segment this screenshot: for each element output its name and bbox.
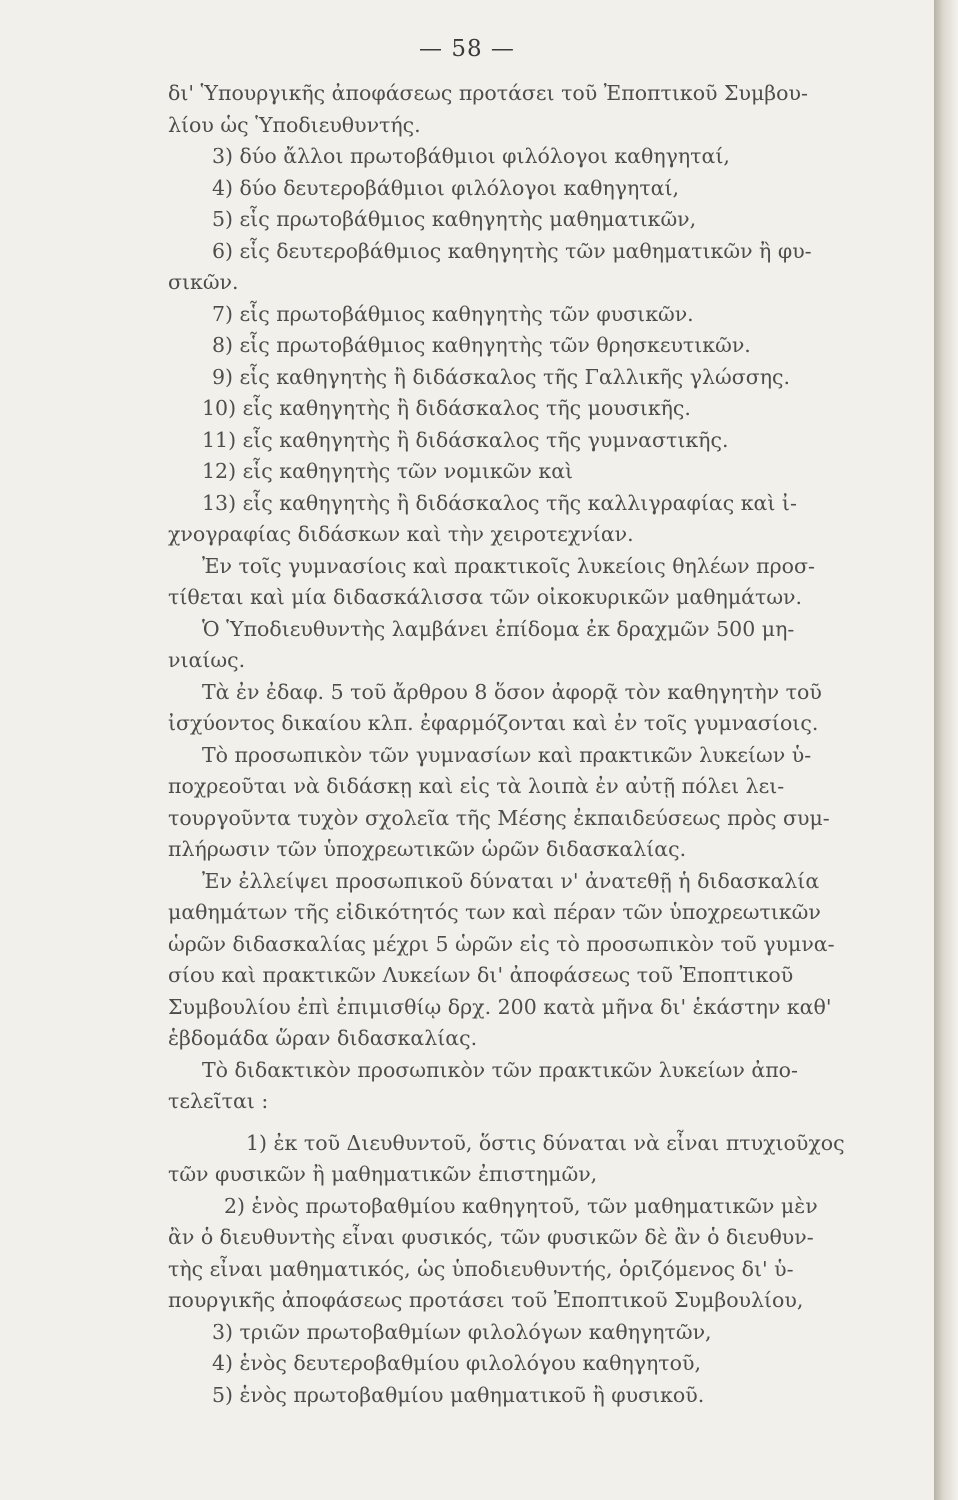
list-item: 5) εἷς πρωτοβάθμιος καθηγητὴς μαθηματικῶν, xyxy=(212,207,697,231)
text-line: μαθημάτων τῆς εἰδικότητός των καὶ πέραν τῶν ὑποχρεωτικῶν xyxy=(168,900,821,924)
list-item: 3) τριῶν πρωτοβαθμίων φιλολόγων καθηγητῶν, xyxy=(212,1319,712,1344)
page-number: — 58 — xyxy=(419,36,515,62)
text-line: τουργοῦντα τυχὸν σχολεῖα τῆς Μέσης ἐκπαιδεύσεως πρὸς συμ- xyxy=(168,805,830,830)
list-item: 1) ἐκ τοῦ Διευθυντοῦ, ὅστις δύναται νὰ εἶναι πτυχιοῦχος xyxy=(246,1130,845,1155)
text-line: τὴς εἶναι μαθηματικός, ὡς ὑποδιευθυντής, ὁριζόμενος δι' ὑ- xyxy=(168,1256,794,1281)
list-item: 11) εἷς καθηγητὴς ἢ διδάσκαλος τῆς γυμναστικῆς. xyxy=(202,427,729,452)
text-line: ὡρῶν διδασκαλίας μέχρι 5 ὡρῶν εἰς τὸ προσωπικὸν τοῦ γυμνα- xyxy=(168,931,835,956)
text-line: τελεῖται : xyxy=(168,1089,269,1113)
text-line: πλήρωσιν τῶν ὑποχρεωτικῶν ὡρῶν διδασκαλίας. xyxy=(168,837,687,861)
text-line: δι' Ὑπουργικῆς ἀποφάσεως προτάσει τοῦ Ἐποπτικοῦ Συμβου- xyxy=(168,81,808,105)
list-item: 2) ἑνὸς πρωτοβαθμίου καθηγητοῦ, τῶν μαθηματικῶν μὲν xyxy=(224,1193,818,1218)
text-line: πουργικῆς ἀποφάσεως προτάσει τοῦ Ἐποπτικοῦ Συμβουλίου, xyxy=(168,1288,804,1312)
text-line: σικῶν. xyxy=(168,270,239,294)
text-line: ἰσχύοντος δικαίου κλπ. ἐφαρμόζονται καὶ ἐν τοῖς γυμνασίοις. xyxy=(168,711,819,735)
list-item: 9) εἷς καθηγητὴς ἢ διδάσκαλος τῆς Γαλλικῆς γλώσσης. xyxy=(212,364,791,389)
text-line: λίου ὡς Ὑποδιευθυντής. xyxy=(168,112,421,137)
paragraph-start: Ὁ Ὑποδιευθυντὴς λαμβάνει ἐπίδομα ἐκ δραχμῶν 500 μη- xyxy=(202,616,795,641)
list-item: 8) εἷς πρωτοβάθμιος καθηγητὴς τῶν θρησκευτικῶν. xyxy=(212,333,751,357)
list-item: 12) εἷς καθηγητὴς τῶν νομικῶν καὶ xyxy=(202,459,574,483)
paragraph-start: Τὸ προσωπικὸν τῶν γυμνασίων καὶ πρακτικῶν λυκείων ὑ- xyxy=(202,742,812,767)
binding-shadow xyxy=(934,0,958,1500)
list-item: 4) δύο δευτεροβάθμιοι φιλόλογοι καθηγηταί, xyxy=(212,175,680,200)
list-item: 4) ἑνὸς δευτεροβαθμίου φιλολόγου καθηγητοῦ, xyxy=(212,1351,701,1375)
text-line: χνογραφίας διδάσκων καὶ τὴν χειροτεχνίαν. xyxy=(168,522,634,546)
list-item: 13) εἷς καθηγητὴς ἢ διδάσκαλος τῆς καλλιγραφίας καὶ ἰ- xyxy=(202,490,797,515)
text-line: σίου καὶ πρακτικῶν Λυκείων δι' ἀποφάσεως τοῦ Ἐποπτικοῦ xyxy=(168,963,794,987)
paragraph-start: Ἐν τοῖς γυμνασίοις καὶ πρακτικοῖς λυκείοις θηλέων προσ- xyxy=(202,553,815,578)
text-line: τῶν φυσικῶν ἢ μαθηματικῶν ἐπιστημῶν, xyxy=(168,1162,598,1186)
text-line: ἂν ὁ διευθυντὴς εἶναι φυσικός, τῶν φυσικῶν δὲ ἂν ὁ διευθυν- xyxy=(168,1225,814,1249)
list-item: 3) δύο ἄλλοι πρωτοβάθμιοι φιλόλογοι καθηγηταί, xyxy=(212,144,730,168)
list-item: 6) εἷς δευτεροβάθμιος καθηγητὴς τῶν μαθηματικῶν ἢ φυ- xyxy=(212,238,812,263)
paragraph-start: Τὸ διδακτικὸν προσωπικὸν τῶν πρακτικῶν λυκείων ἀπο- xyxy=(202,1057,798,1082)
paragraph-start: Ἐν ἐλλείψει προσωπικοῦ δύναται ν' ἀνατεθῇ ἡ διδασκαλία xyxy=(202,868,820,893)
page-body xyxy=(168,78,876,1411)
list-item: 7) εἷς πρωτοβάθμιος καθηγητὴς τῶν φυσικῶν. xyxy=(212,301,694,326)
text-line: τίθεται καὶ μία διδασκάλισσα τῶν οἰκοκυρικῶν μαθημάτων. xyxy=(168,585,803,609)
text-line: νιαίως. xyxy=(168,648,246,672)
paragraph-start: Τὰ ἐν ἐδαφ. 5 τοῦ ἄρθρου 8 ὅσον ἀφορᾷ τὸν καθηγητὴν τοῦ xyxy=(202,679,822,704)
text-line: ἑβδομάδα ὥραν διδασκαλίας. xyxy=(168,1026,478,1050)
text-line: ποχρεοῦται νὰ διδάσκῃ καὶ εἰς τὰ λοιπὰ ἐν αὐτῇ πόλει λει- xyxy=(168,774,785,798)
list-item: 5) ἑνὸς πρωτοβαθμίου μαθηματικοῦ ἢ φυσικοῦ. xyxy=(212,1382,705,1407)
paragraph-gap xyxy=(168,1118,876,1128)
text-line: Συμβουλίου ἐπὶ ἐπιμισθίῳ δρχ. 200 κατὰ μῆνα δι' ἑκάστην καθ' xyxy=(168,994,832,1019)
list-item: 10) εἷς καθηγητὴς ἢ διδάσκαλος τῆς μουσικῆς. xyxy=(202,396,691,420)
